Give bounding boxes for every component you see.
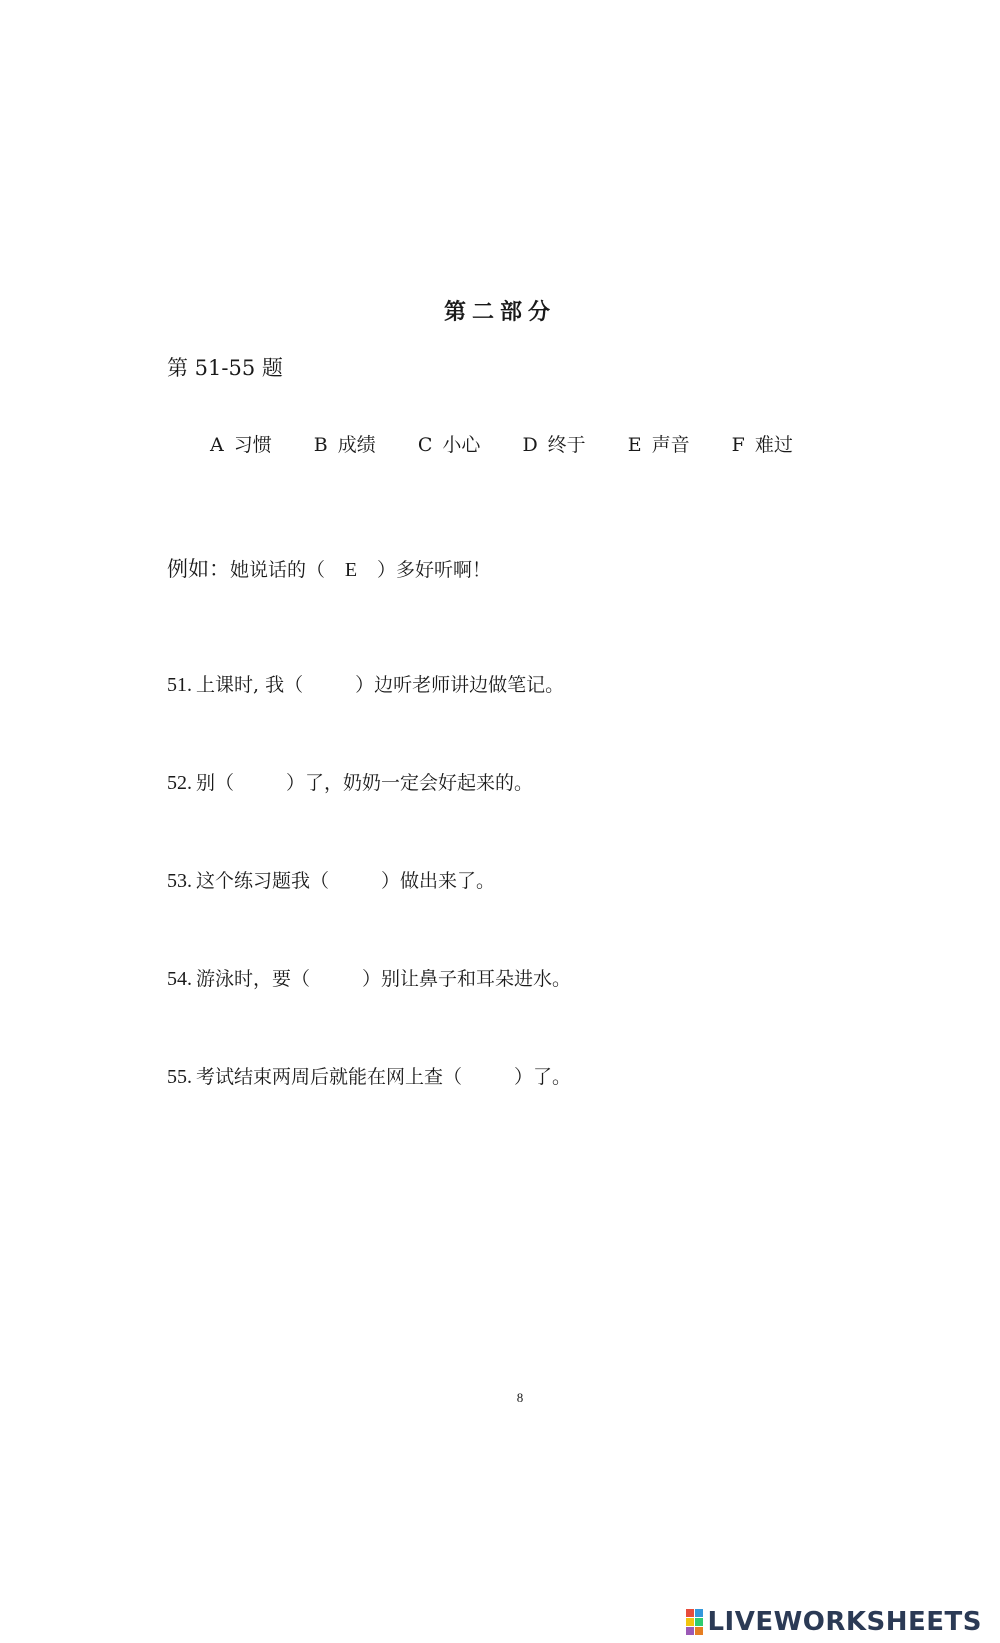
option-word: 声音: [651, 434, 690, 456]
example-text-before: 她说话的（: [230, 559, 326, 581]
question-text-after: ）了，奶奶一定会好起来的。: [286, 772, 534, 794]
question-number: 51.: [167, 674, 192, 696]
option-b: [314, 430, 376, 457]
question-number: 52.: [167, 772, 192, 794]
question-text-before: 考试结束两周后就能在网上查（: [196, 1066, 463, 1088]
liveworksheets-logo-icon: [686, 1609, 703, 1635]
question-text-after: ）别让鼻子和耳朵进水。: [362, 968, 572, 990]
logo-block: [695, 1618, 703, 1626]
option-letter: D: [522, 434, 538, 456]
option-word: 小心: [442, 434, 481, 456]
page-number: 8: [516, 1390, 524, 1405]
question-text-before: 别（: [196, 772, 235, 794]
word-options: [210, 430, 829, 457]
question-number: 55.: [167, 1066, 192, 1088]
question-number: 54.: [167, 968, 192, 990]
option-e: [628, 430, 690, 457]
liveworksheets-watermark: [686, 1607, 982, 1637]
option-a: [210, 430, 272, 457]
option-word: 成绩: [337, 434, 376, 456]
question-52: [167, 768, 533, 795]
question-54: [167, 964, 571, 991]
question-text-after: ）了。: [514, 1066, 572, 1088]
option-letter: B: [313, 434, 328, 456]
section-title: 第二部分: [443, 299, 556, 325]
example-prefix: 例如：: [167, 557, 230, 581]
option-c: [418, 430, 481, 457]
option-word: 终于: [547, 434, 586, 456]
option-letter: E: [627, 434, 642, 456]
option-f: [732, 430, 793, 457]
watermark-text: LIVEWORKSHEETS: [707, 1607, 982, 1637]
logo-block: [686, 1627, 694, 1635]
question-55: [167, 1062, 571, 1089]
question-text-before: 上课时, 我（: [196, 674, 304, 696]
logo-block: [686, 1609, 694, 1617]
example-answer: E: [344, 559, 358, 581]
question-53: [167, 866, 495, 893]
question-text-after: ）边听老师讲边做笔记。: [355, 674, 565, 696]
question-text-after: ）做出来了。: [381, 870, 496, 892]
example-sentence: [167, 553, 491, 583]
option-letter: F: [731, 434, 745, 456]
option-letter: A: [210, 434, 224, 456]
example-text-after: ）多好听啊！: [377, 559, 492, 581]
question-number: 53.: [167, 870, 192, 892]
option-word: 难过: [754, 434, 793, 456]
option-d: [522, 430, 585, 457]
question-text-before: 这个练习题我（: [196, 870, 330, 892]
question-text-before: 游泳时，要（: [196, 968, 311, 990]
question-range: 第 51-55 题: [167, 356, 283, 380]
logo-block: [695, 1627, 703, 1635]
question-51: [167, 670, 564, 697]
option-word: 习惯: [233, 434, 272, 456]
logo-block: [686, 1618, 694, 1626]
option-letter: C: [417, 434, 433, 456]
logo-block: [695, 1609, 703, 1617]
